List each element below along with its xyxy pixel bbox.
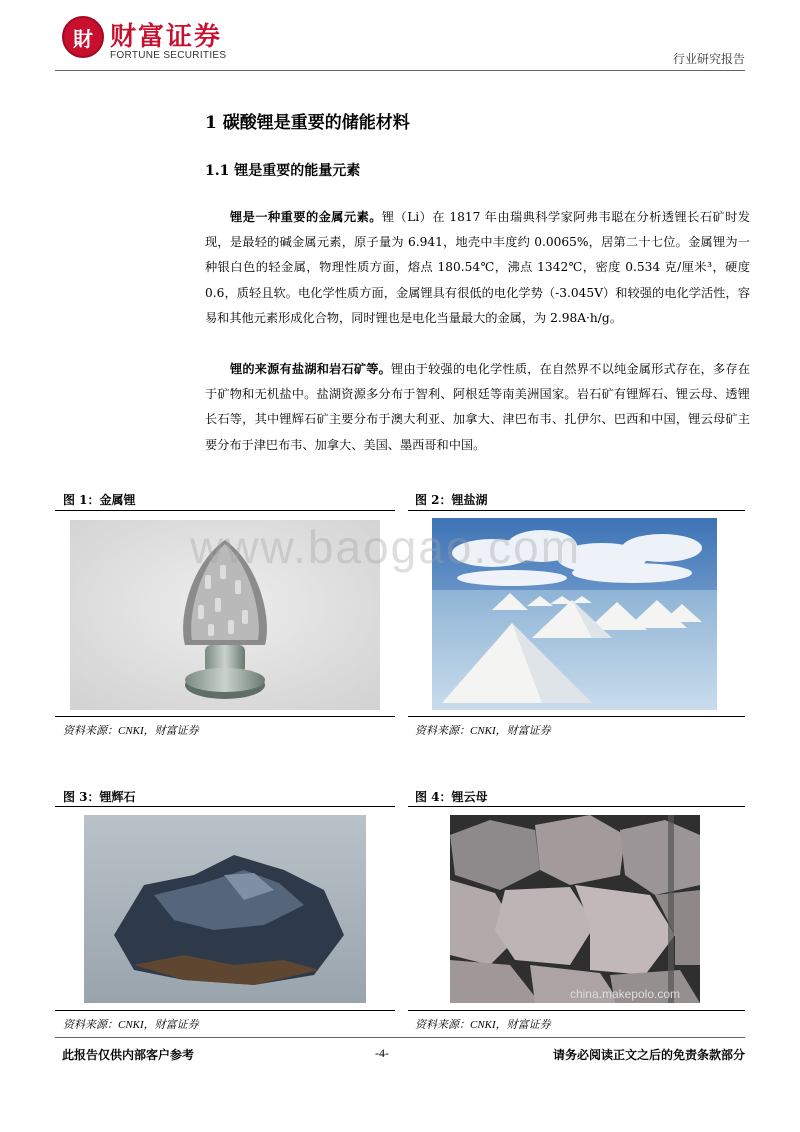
figure-4-bottom-rule: [408, 1010, 745, 1011]
footer-disclaimer: 此报告仅供内部客户参考: [62, 1048, 195, 1062]
report-type: 行业研究报告: [672, 52, 745, 66]
subsection-heading: 1.1 锂是重要的能量元素: [205, 163, 361, 179]
header-divider: [55, 70, 745, 71]
figure-4-image-credit: china.makepolo.com: [569, 987, 680, 1001]
figure-3-title: 图 3：锂辉石: [63, 790, 136, 804]
figure-4-top-rule: [408, 806, 745, 807]
paragraph-1-body: 锂（Li）在 1817 年由瑞典科学家阿弗韦聪在分析透锂长石矿时发现，是最轻的碱金属元素，原子量为 6.941，地壳中丰度约 0.0065%，居第二十七位。金属锂为一种银白色的轻金属，物理性质方面，熔点 180.54℃，沸点 1342℃，密度 0.534 克/厘米³，硬度 0.6，质轻且软。电化学性质方面，金属锂具有很低的电化学势（-3.045V）和较强的电化学活性，容易和其他元素形成化合物，同时锂也是电化当量最大的金属，为 2.98A·h/g。: [205, 210, 751, 325]
paragraph-2-lead: 锂的来源有盐湖和岩石矿等。: [230, 362, 392, 376]
paragraph-2-body: 锂由于较强的电化学性质，在自然界不以纯金属形式存在，多存在于矿物和无机盐中。盐湖资源多分布于智利、阿根廷等南美洲国家。岩石矿有锂辉石、锂云母、透锂长石等，其中锂辉石矿主要分布于澳大利亚、加拿大、津巴布韦、扎伊尔、巴西和中国，锂云母矿主要分布于津巴布韦、加拿大、美国、墨西哥和中国。: [205, 362, 751, 452]
page-number: -4-: [375, 1046, 389, 1060]
watermark: www.baogao.com: [190, 521, 582, 573]
figure-2-top-rule: [408, 510, 745, 511]
figure-1-bottom-rule: [55, 716, 395, 717]
figure-3-top-rule: [55, 806, 395, 807]
figure-3-bottom-rule: [55, 1010, 395, 1011]
figure-3-source: 资料来源：CNKI，财富证券: [63, 1019, 199, 1031]
figure-1-top-rule: [55, 510, 395, 511]
figure-2-bottom-rule: [408, 716, 745, 717]
figure-1-title: 图 1：金属锂: [63, 493, 136, 507]
logo-text: 财富证券: [110, 22, 223, 52]
figure-1-source: 资料来源：CNKI，财富证券: [63, 725, 199, 737]
paragraph-1: [205, 205, 750, 331]
footer-notice: 请务必阅读正文之后的免责条款部分: [552, 1048, 745, 1062]
section-heading: 1 碳酸锂是重要的储能材料: [205, 113, 410, 133]
figure-2-source: 资料来源：CNKI，财富证券: [415, 725, 551, 737]
logo-subtitle: FORTUNE SECURITIES: [110, 50, 227, 61]
figure-2-title: 图 2：锂盐湖: [415, 493, 488, 507]
figure-4-source: 资料来源：CNKI，财富证券: [415, 1019, 551, 1031]
figure-3-image: [84, 815, 366, 1003]
logo-mark: 財: [62, 16, 104, 58]
figure-4-image: [450, 815, 700, 1003]
figure-4-title: 图 4：锂云母: [415, 790, 488, 804]
paragraph-2: [205, 357, 750, 458]
footer-divider: [55, 1037, 745, 1038]
paragraph-1-lead: 锂是一种重要的金属元素。: [230, 210, 382, 224]
